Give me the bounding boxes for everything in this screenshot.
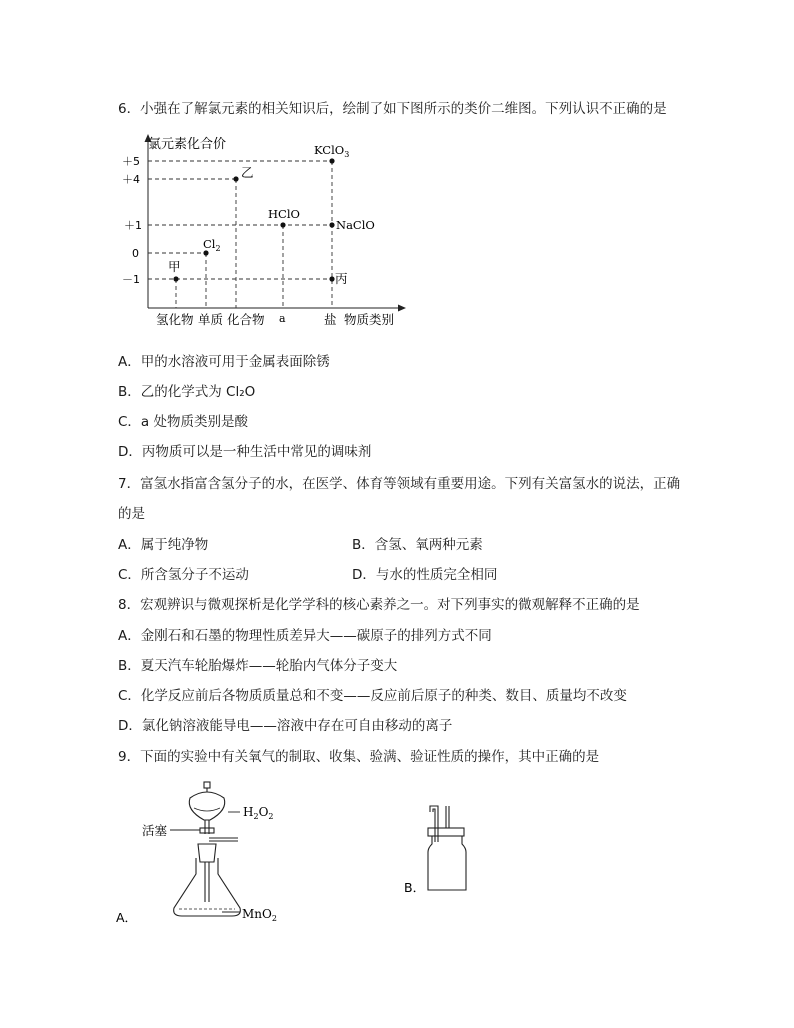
q7-stem-line1: 7．富氢水指富含氢分子的水，在医学、体育等领域有重要用途。下列有关富氢水的说法，正确 [118,476,681,492]
y-tick-plus4: ＋4 [122,173,140,186]
x-label-salt: 盐 [324,312,337,327]
x-label-compound: 化合物 [227,312,265,327]
q7-option-b[interactable]: B．含氢、氧两种元素 [352,537,483,553]
figure-a-oxygen-generator [110,778,300,928]
q8-stem: 8．宏观辨识与微观探析是化学学科的核心素养之一。对下列事实的微观解释不正确的是 [118,597,640,613]
label-valve: 活塞 [142,823,168,838]
q8-option-d[interactable]: D．氯化钠溶液能导电——溶液中存在可自由移动的离子 [118,718,453,734]
label-h2o2: $H_2O_2$ [243,805,274,821]
fig-a-option-letter[interactable]: A． [116,910,138,925]
q6-option-c[interactable]: C．a 处物质类别是酸 [118,414,248,430]
point-yi [233,176,238,181]
point-kclo3 [329,158,334,163]
guide-lines [148,161,332,308]
y-tick-plus5: ＋5 [122,155,140,168]
x-axis-title: 物质类别 [344,312,395,327]
q8-option-c[interactable]: C．化学反应前后各物质质量总和不变——反应前后原子的种类、数目、质量均不改变 [118,688,627,704]
q8-option-a[interactable]: A．金刚石和石墨的物理性质差异大——碳原子的排列方式不同 [118,628,492,644]
q9-stem: 9．下面的实验中有关氧气的制取、收集、验满、验证性质的操作，其中正确的是 [118,749,600,765]
label-bing: 丙 [335,271,348,286]
q6-stem: 6．小强在了解氯元素的相关知识后，绘制了如下图所示的类价二维图。下列认识不正确的是 [118,101,667,117]
q7-option-a[interactable]: A．属于纯净物 [118,537,209,553]
x-axis-arrow [398,305,406,312]
y-tick-plus1: ＋1 [124,219,142,232]
point-cl2 [203,250,208,255]
y-axis-title: 氯元素化合价 [148,137,227,152]
point-naclo [329,222,334,227]
valence-category-diagram [110,130,430,335]
q7-option-c[interactable]: C．所含氢分子不运动 [118,567,249,583]
label-naclo: NaClO [336,218,375,232]
q6-option-b[interactable]: B．乙的化学式为 Cl₂O [118,384,256,400]
figure-b-gas-bottle [398,802,488,897]
point-bing [329,276,334,281]
label-jia: 甲 [168,259,181,274]
point-jia [173,276,178,281]
label-kclo3: KClO$_3$ [314,143,350,159]
y-tick-zero: 0 [132,247,139,260]
q8-option-b[interactable]: B．夏天汽车轮胎爆炸——轮胎内气体分子变大 [118,658,398,674]
label-hclo: HClO [268,207,300,221]
x-label-hydride: 氢化物 [156,312,194,327]
x-label-element: 单质 [198,312,224,327]
point-hclo [280,222,285,227]
q7-stem-line2: 的是 [118,506,145,522]
x-label-a: a [279,312,286,325]
q7-option-d[interactable]: D．与水的性质完全相同 [352,567,498,583]
q6-option-d[interactable]: D．丙物质可以是一种生活中常见的调味剂 [118,444,372,460]
label-yi: 乙 [241,165,254,180]
fig-b-option-letter[interactable]: B． [404,880,426,895]
y-tick-minus1: －1 [122,273,140,286]
q6-option-a[interactable]: A．甲的水溶液可用于金属表面除锈 [118,354,330,370]
label-mno2: MnO$_2$ [242,907,277,923]
label-cl2: $Cl_2$ [203,237,221,253]
